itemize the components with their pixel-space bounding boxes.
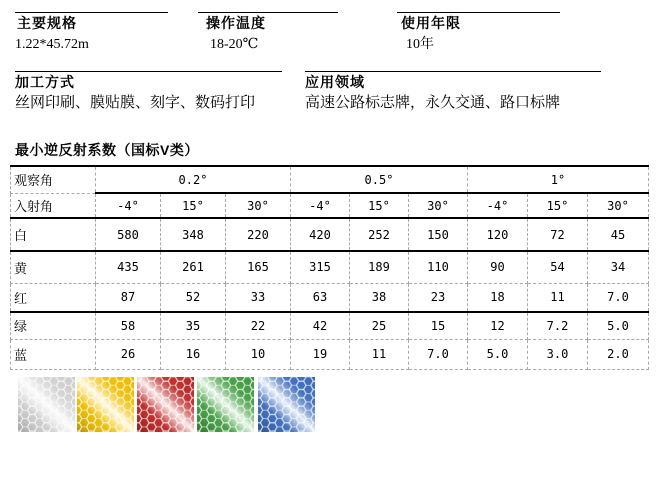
film-swatch-yellow	[77, 377, 134, 432]
processing-label: 加工方式	[15, 74, 75, 90]
cell: 45	[588, 218, 649, 251]
service-life-label: 使用年限	[401, 15, 461, 31]
entrance-angle: 30°	[588, 193, 649, 218]
entrance-angle: 15°	[528, 193, 588, 218]
cell: 11	[350, 339, 409, 369]
cell: 15	[409, 312, 468, 339]
cell: 165	[226, 251, 291, 283]
application-value: 高速公路标志牌，永久交通、路口标牌	[305, 94, 561, 111]
entrance-angle: -4°	[291, 193, 350, 218]
cell: 435	[96, 251, 161, 283]
section-application	[305, 71, 601, 111]
cell: 110	[409, 251, 468, 283]
cell: 12	[468, 312, 528, 339]
obs-angle-1: 1°	[468, 166, 649, 193]
cell: 11	[528, 283, 588, 312]
entrance-angle-row	[11, 193, 649, 218]
table-row-green	[11, 312, 649, 339]
section-main-spec	[15, 12, 168, 53]
service-life-value: 10年	[406, 37, 434, 52]
film-swatch-green	[197, 377, 254, 432]
cell: 63	[291, 283, 350, 312]
cell: 23	[409, 283, 468, 312]
row-label-red: 红	[11, 283, 96, 312]
cell: 3.0	[528, 339, 588, 369]
cell: 90	[468, 251, 528, 283]
table-row-yellow	[11, 251, 649, 283]
section-operating-temp	[198, 12, 338, 53]
entrance-angle-label: 入射角	[11, 193, 96, 218]
cell: 7.0	[409, 339, 468, 369]
cell: 22	[226, 312, 291, 339]
cell: 120	[468, 218, 528, 251]
table-row-white	[11, 218, 649, 251]
application-label: 应用领域	[305, 74, 365, 90]
main-spec-label: 主要规格	[17, 15, 77, 31]
main-spec-value: 1.22*45.72m	[15, 37, 89, 52]
cell: 38	[350, 283, 409, 312]
section-service-life	[397, 12, 560, 53]
cell: 42	[291, 312, 350, 339]
operating-temp-value: 18-20℃	[210, 37, 259, 52]
film-swatch-white	[18, 377, 75, 432]
cell: 54	[528, 251, 588, 283]
cell: 58	[96, 312, 161, 339]
cell: 10	[226, 339, 291, 369]
row-label-green: 绿	[11, 312, 96, 339]
obs-angle-0.2: 0.2°	[96, 166, 291, 193]
cell: 33	[226, 283, 291, 312]
row-label-blue: 蓝	[11, 339, 96, 369]
observation-angle-row	[11, 166, 649, 193]
entrance-angle: -4°	[96, 193, 161, 218]
entrance-angle: 15°	[350, 193, 409, 218]
cell: 5.0	[588, 312, 649, 339]
row-label-yellow: 黄	[11, 251, 96, 283]
entrance-angle: 15°	[161, 193, 226, 218]
film-swatch-red	[137, 377, 194, 432]
entrance-angle: 30°	[226, 193, 291, 218]
processing-value: 丝网印刷、膜贴膜、刻字、数码打印	[15, 94, 256, 111]
cell: 348	[161, 218, 226, 251]
cell: 52	[161, 283, 226, 312]
table-row-blue	[11, 339, 649, 369]
cell: 420	[291, 218, 350, 251]
cell: 5.0	[468, 339, 528, 369]
cell: 35	[161, 312, 226, 339]
observation-angle-label: 观察角	[11, 166, 96, 193]
row-label-white: 白	[11, 218, 96, 251]
cell: 189	[350, 251, 409, 283]
table-row-red	[11, 283, 649, 312]
cell: 7.0	[588, 283, 649, 312]
cell: 72	[528, 218, 588, 251]
obs-angle-0.5: 0.5°	[291, 166, 468, 193]
cell: 2.0	[588, 339, 649, 369]
cell: 34	[588, 251, 649, 283]
entrance-angle: -4°	[468, 193, 528, 218]
cell: 19	[291, 339, 350, 369]
cell: 150	[409, 218, 468, 251]
cell: 87	[96, 283, 161, 312]
section-processing	[15, 71, 282, 111]
cell: 315	[291, 251, 350, 283]
film-swatch-blue	[258, 377, 315, 432]
cell: 16	[161, 339, 226, 369]
cell: 26	[96, 339, 161, 369]
table-title: 最小逆反射系数（国标V类）	[15, 142, 199, 158]
cell: 18	[468, 283, 528, 312]
cell: 220	[226, 218, 291, 251]
cell: 25	[350, 312, 409, 339]
cell: 261	[161, 251, 226, 283]
cell: 252	[350, 218, 409, 251]
cell: 7.2	[528, 312, 588, 339]
entrance-angle: 30°	[409, 193, 468, 218]
retroreflection-table	[10, 165, 649, 370]
cell: 580	[96, 218, 161, 251]
operating-temp-label: 操作温度	[206, 15, 266, 31]
